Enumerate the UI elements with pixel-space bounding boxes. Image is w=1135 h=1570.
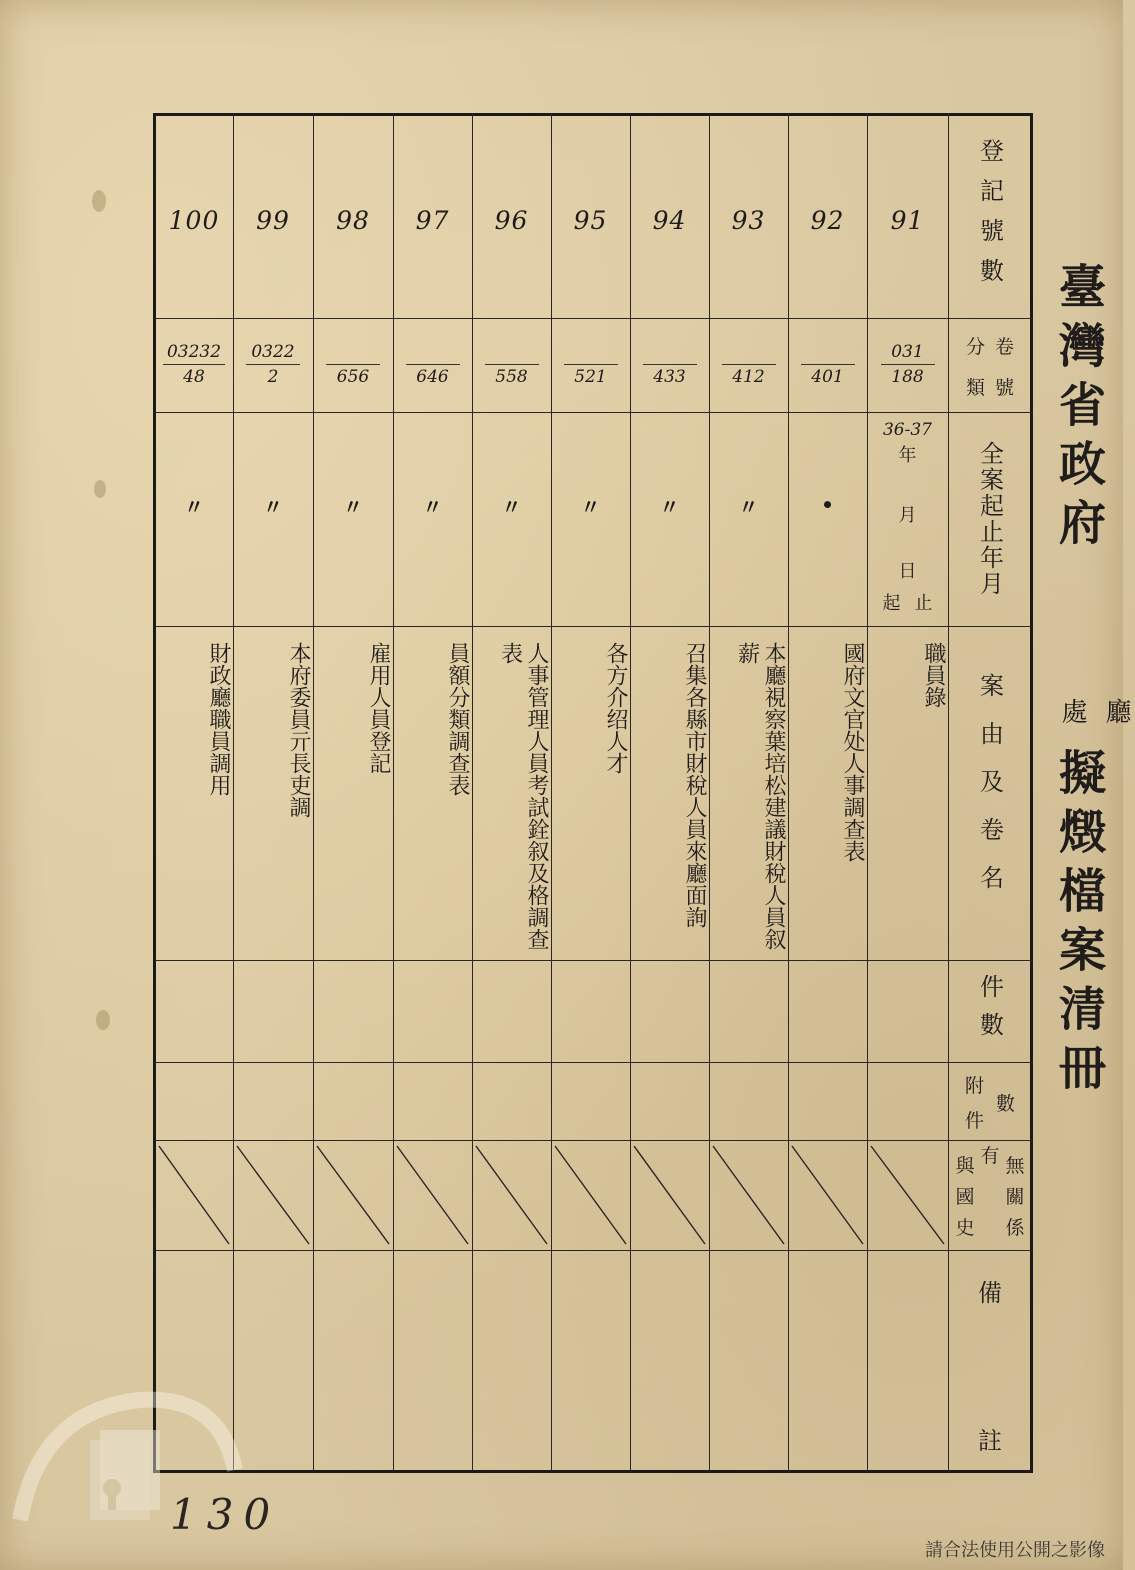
- period-value: 〃: [263, 494, 283, 519]
- relation-diagonal: [317, 1146, 389, 1244]
- registration-number: 92: [810, 205, 845, 235]
- file-code-number: 48: [183, 366, 205, 387]
- registration-number: 100: [168, 205, 220, 235]
- file-code-number: 521: [574, 366, 607, 387]
- relation-diagonal: [476, 1146, 547, 1244]
- period-end-label: 止: [914, 593, 933, 614]
- period-year-label: 年: [898, 445, 917, 466]
- file-code-class: 03232: [163, 342, 225, 364]
- header-relation-c: 關: [1005, 1185, 1025, 1208]
- file-code-number: 656: [336, 366, 370, 387]
- header-relation-g: 史: [955, 1216, 975, 1239]
- relation-diagonal: [713, 1146, 784, 1244]
- period-day-label: 日: [898, 561, 917, 582]
- file-code-number: 646: [416, 366, 449, 387]
- page-number: 130: [170, 1490, 281, 1539]
- header-relation-a: 無: [1005, 1154, 1025, 1177]
- period-value: 〃: [422, 494, 443, 519]
- period-value: 〃: [738, 494, 759, 519]
- registration-number: 99: [256, 205, 290, 235]
- registration-number: 94: [652, 205, 687, 235]
- relation-diagonal: [792, 1146, 863, 1244]
- header-remarks-a: 備: [978, 1278, 1002, 1307]
- file-code-number: 401: [811, 366, 844, 387]
- header-attach-label-b: 件: [964, 1110, 984, 1132]
- registration-number: 93: [731, 205, 766, 235]
- relation-diagonal: [634, 1146, 705, 1244]
- title-dept-label: 廳: [1101, 698, 1131, 724]
- registration-number: 95: [573, 205, 608, 235]
- relation-diagonal: [397, 1146, 468, 1244]
- period-start-label: 起: [882, 593, 901, 614]
- header-attach-label-a: 附: [964, 1075, 984, 1097]
- document-title-register: 擬燬檔案清冊: [1051, 748, 1106, 1102]
- header-period: 全案起止年月: [975, 441, 1004, 597]
- header-registration-number: 登記號數: [975, 138, 1004, 298]
- subject-title: 各方介绍人才: [603, 642, 628, 774]
- subject-title: 人事管理人員考試銓叙及格調查表: [497, 642, 549, 950]
- file-code-number: 188: [891, 366, 924, 387]
- subject-title: 本府委員亓長吏調: [286, 642, 311, 818]
- header-class-bottom: 類: [965, 377, 985, 399]
- subject-title: 國府文官处人事調查表: [840, 642, 865, 862]
- file-code-number: 2: [267, 366, 279, 387]
- archive-logo-watermark: [0, 1370, 240, 1530]
- header-relation-d: 係: [1005, 1216, 1025, 1239]
- registration-number: 98: [336, 205, 370, 235]
- file-code-class: 031: [881, 342, 935, 364]
- subject-title: 雇用人員登記: [366, 642, 391, 774]
- file-code-number: 558: [495, 366, 528, 387]
- header-class-top: 分: [965, 336, 985, 358]
- header-file-bottom: 號: [995, 377, 1015, 399]
- file-code-number: 433: [653, 366, 686, 387]
- registration-number: 97: [415, 205, 450, 235]
- header-remarks-b: 註: [978, 1426, 1002, 1455]
- registration-number: 91: [890, 205, 925, 235]
- relation-diagonal: [555, 1146, 626, 1244]
- subject-title: 財政廳職員調用: [206, 642, 231, 796]
- header-file-top: 卷: [995, 336, 1015, 358]
- file-code-number: 412: [732, 366, 765, 387]
- relation-diagonal: [871, 1146, 944, 1244]
- subject-title: 職員錄: [921, 642, 946, 708]
- header-count: 件數: [975, 974, 1004, 1050]
- header-attach-count-label: 數: [996, 1092, 1016, 1115]
- period-value: 〃: [580, 494, 601, 519]
- subject-title: 召集各縣市財稅人員來廳面詢: [682, 642, 707, 928]
- header-relation-e: 與: [955, 1154, 975, 1177]
- period-value: 〃: [184, 494, 204, 519]
- relation-diagonal: [237, 1146, 309, 1244]
- registration-number: 96: [494, 205, 529, 235]
- header-subject: 案由及卷名: [975, 673, 1004, 913]
- header-relation-f: 國: [955, 1185, 975, 1208]
- period-month-label: 月: [898, 505, 917, 526]
- relation-diagonal: [159, 1146, 229, 1244]
- period-value: 〃: [501, 494, 522, 519]
- document-title-government: 臺灣省政府: [1051, 262, 1106, 557]
- period-value: 〃: [343, 494, 363, 519]
- file-code-class: 0322: [246, 342, 300, 364]
- header-relation-b: 有: [980, 1144, 1000, 1167]
- subject-title: 員額分類調查表: [445, 642, 470, 796]
- usage-watermark: 請合法使用公開之影像: [925, 1540, 1105, 1561]
- period-value: •: [821, 493, 834, 517]
- period-value: 〃: [659, 494, 680, 519]
- subject-title: 本廳視察葉培松建議財稅人員叙薪: [734, 642, 786, 950]
- title-office-label: 處: [1057, 698, 1087, 724]
- period-value: 36-37: [882, 420, 932, 441]
